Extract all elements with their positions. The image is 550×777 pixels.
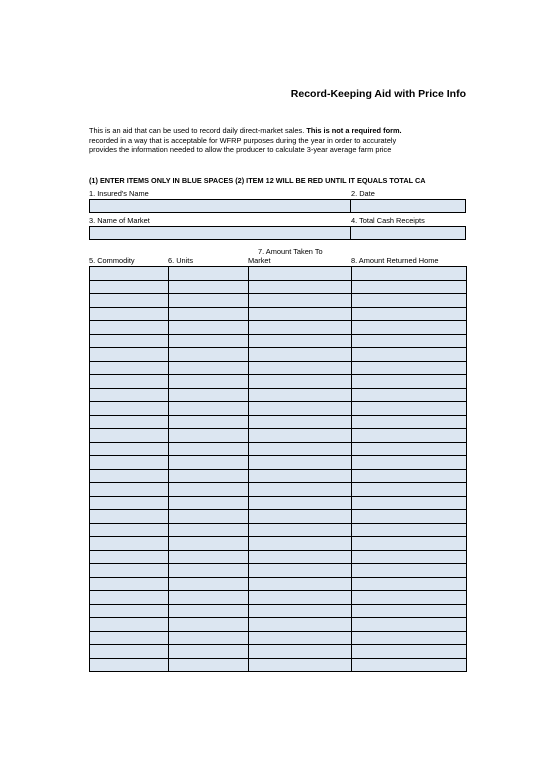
amount-returned-cell[interactable] bbox=[352, 321, 467, 335]
amount-returned-cell[interactable] bbox=[352, 469, 467, 483]
commodity-cell[interactable] bbox=[90, 618, 169, 632]
units-cell[interactable] bbox=[169, 429, 249, 443]
page-title: Record-Keeping Aid with Price Info bbox=[290, 88, 466, 100]
commodity-cell[interactable] bbox=[90, 523, 169, 537]
date-label: 2. Date bbox=[351, 189, 375, 198]
table-row bbox=[90, 280, 467, 294]
amount-returned-cell[interactable] bbox=[352, 388, 467, 402]
amount-taken-cell[interactable] bbox=[249, 469, 352, 483]
units-cell[interactable] bbox=[169, 361, 249, 375]
amount-taken-cell[interactable] bbox=[249, 429, 352, 443]
commodity-cell[interactable] bbox=[90, 402, 169, 416]
instructions-banner: (1) ENTER ITEMS ONLY IN BLUE SPACES (2) ITEM 12 WILL BE RED UNTIL IT EQUALS TOTAL CA bbox=[89, 176, 426, 185]
amount-returned-cell[interactable] bbox=[352, 550, 467, 564]
amount-taken-cell[interactable] bbox=[249, 564, 352, 578]
units-cell[interactable] bbox=[169, 280, 249, 294]
commodity-cell[interactable] bbox=[90, 307, 169, 321]
column-header-amount-returned: 8. Amount Returned Home bbox=[351, 256, 439, 265]
intro-line-2: recorded in a way that is acceptable for WFRP purposes during the year in order to accurately bbox=[89, 135, 397, 145]
commodity-cell[interactable] bbox=[90, 388, 169, 402]
amount-returned-cell[interactable] bbox=[352, 280, 467, 294]
table-row bbox=[90, 442, 467, 456]
amount-returned-cell[interactable] bbox=[352, 564, 467, 578]
amount-returned-cell[interactable] bbox=[352, 591, 467, 605]
table-row bbox=[90, 510, 467, 524]
amount-returned-cell[interactable] bbox=[352, 618, 467, 632]
units-cell[interactable] bbox=[169, 618, 249, 632]
table-row bbox=[90, 469, 467, 483]
commodity-cell[interactable] bbox=[90, 348, 169, 362]
units-cell[interactable] bbox=[169, 645, 249, 659]
table-row bbox=[90, 361, 467, 375]
units-cell[interactable] bbox=[169, 267, 249, 281]
column-header-commodity: 5. Commodity bbox=[89, 256, 135, 265]
commodity-cell[interactable] bbox=[90, 375, 169, 389]
amount-taken-cell[interactable] bbox=[249, 348, 352, 362]
commodity-cell[interactable] bbox=[90, 415, 169, 429]
table-row bbox=[90, 321, 467, 335]
amount-taken-cell[interactable] bbox=[249, 510, 352, 524]
units-cell[interactable] bbox=[169, 577, 249, 591]
amount-returned-cell[interactable] bbox=[352, 334, 467, 348]
commodity-cell[interactable] bbox=[90, 361, 169, 375]
units-cell[interactable] bbox=[169, 604, 249, 618]
units-cell[interactable] bbox=[169, 496, 249, 510]
table-row bbox=[90, 429, 467, 443]
amount-taken-cell[interactable] bbox=[249, 402, 352, 416]
amount-returned-cell[interactable] bbox=[352, 267, 467, 281]
table-row bbox=[90, 618, 467, 632]
amount-taken-cell[interactable] bbox=[249, 361, 352, 375]
table-row bbox=[90, 294, 467, 308]
amount-returned-cell[interactable] bbox=[352, 604, 467, 618]
units-cell[interactable] bbox=[169, 402, 249, 416]
commodity-cell[interactable] bbox=[90, 280, 169, 294]
amount-taken-cell[interactable] bbox=[249, 631, 352, 645]
insured-name-field[interactable] bbox=[89, 199, 351, 213]
units-cell[interactable] bbox=[169, 591, 249, 605]
amount-taken-cell[interactable] bbox=[249, 307, 352, 321]
commodity-cell[interactable] bbox=[90, 658, 169, 672]
table-row bbox=[90, 348, 467, 362]
commodity-cell[interactable] bbox=[90, 483, 169, 497]
units-cell[interactable] bbox=[169, 442, 249, 456]
table-row bbox=[90, 375, 467, 389]
table-row bbox=[90, 267, 467, 281]
amount-returned-cell[interactable] bbox=[352, 402, 467, 416]
insured-name-label: 1. Insured's Name bbox=[89, 189, 149, 198]
units-cell[interactable] bbox=[169, 523, 249, 537]
column-header-units: 6. Units bbox=[168, 256, 194, 265]
amount-taken-cell[interactable] bbox=[249, 645, 352, 659]
amount-taken-cell[interactable] bbox=[249, 496, 352, 510]
amount-returned-cell[interactable] bbox=[352, 415, 467, 429]
amount-taken-cell[interactable] bbox=[249, 456, 352, 470]
table-row bbox=[90, 591, 467, 605]
units-cell[interactable] bbox=[169, 510, 249, 524]
amount-taken-cell[interactable] bbox=[249, 604, 352, 618]
amount-taken-cell[interactable] bbox=[249, 537, 352, 551]
amount-taken-cell[interactable] bbox=[249, 415, 352, 429]
units-cell[interactable] bbox=[169, 469, 249, 483]
commodity-cell[interactable] bbox=[90, 267, 169, 281]
table-row bbox=[90, 415, 467, 429]
units-cell[interactable] bbox=[169, 294, 249, 308]
column-header-amount-taken bbox=[248, 247, 323, 265]
commodity-cell[interactable] bbox=[90, 550, 169, 564]
table-row bbox=[90, 388, 467, 402]
table-row bbox=[90, 307, 467, 321]
amount-taken-cell[interactable] bbox=[249, 577, 352, 591]
amount-returned-cell[interactable] bbox=[352, 496, 467, 510]
amount-returned-cell[interactable] bbox=[352, 631, 467, 645]
amount-taken-cell[interactable] bbox=[249, 658, 352, 672]
commodity-cell[interactable] bbox=[90, 321, 169, 335]
table-row bbox=[90, 658, 467, 672]
date-field[interactable] bbox=[350, 199, 466, 213]
amount-returned-cell[interactable] bbox=[352, 294, 467, 308]
commodity-cell[interactable] bbox=[90, 510, 169, 524]
intro-line-1-text: This is an aid that can be used to record daily direct-market sales. bbox=[89, 126, 307, 135]
units-cell[interactable] bbox=[169, 415, 249, 429]
amount-taken-line-1: 7. Amount Taken To bbox=[258, 247, 323, 256]
market-name-field[interactable] bbox=[89, 226, 351, 240]
units-cell[interactable] bbox=[169, 456, 249, 470]
commodity-cell[interactable] bbox=[90, 631, 169, 645]
amount-taken-cell[interactable] bbox=[249, 483, 352, 497]
commodity-cell[interactable] bbox=[90, 564, 169, 578]
units-cell[interactable] bbox=[169, 334, 249, 348]
intro-line-1 bbox=[89, 126, 466, 136]
units-cell[interactable] bbox=[169, 658, 249, 672]
amount-returned-cell[interactable] bbox=[352, 429, 467, 443]
market-name-label: 3. Name of Market bbox=[89, 216, 150, 225]
units-cell[interactable] bbox=[169, 564, 249, 578]
table-row bbox=[90, 334, 467, 348]
entry-grid-body bbox=[90, 267, 467, 672]
amount-returned-cell[interactable] bbox=[352, 523, 467, 537]
units-cell[interactable] bbox=[169, 388, 249, 402]
amount-returned-cell[interactable] bbox=[352, 645, 467, 659]
amount-returned-cell[interactable] bbox=[352, 361, 467, 375]
units-cell[interactable] bbox=[169, 483, 249, 497]
table-row bbox=[90, 496, 467, 510]
entry-grid bbox=[89, 266, 466, 672]
commodity-cell[interactable] bbox=[90, 537, 169, 551]
amount-taken-cell[interactable] bbox=[249, 280, 352, 294]
units-cell[interactable] bbox=[169, 537, 249, 551]
units-cell[interactable] bbox=[169, 321, 249, 335]
amount-taken-cell[interactable] bbox=[249, 442, 352, 456]
amount-taken-line-2: Market bbox=[248, 256, 271, 265]
units-cell[interactable] bbox=[169, 307, 249, 321]
commodity-cell[interactable] bbox=[90, 591, 169, 605]
commodity-cell[interactable] bbox=[90, 442, 169, 456]
commodity-cell[interactable] bbox=[90, 469, 169, 483]
commodity-cell[interactable] bbox=[90, 456, 169, 470]
commodity-cell[interactable] bbox=[90, 429, 169, 443]
amount-taken-cell[interactable] bbox=[249, 550, 352, 564]
table-row bbox=[90, 402, 467, 416]
amount-taken-cell[interactable] bbox=[249, 375, 352, 389]
commodity-cell[interactable] bbox=[90, 577, 169, 591]
table-row bbox=[90, 604, 467, 618]
amount-taken-cell[interactable] bbox=[249, 267, 352, 281]
units-cell[interactable] bbox=[169, 375, 249, 389]
total-cash-receipts-label: 4. Total Cash Receipts bbox=[351, 216, 425, 225]
amount-returned-cell[interactable] bbox=[352, 658, 467, 672]
table-row bbox=[90, 550, 467, 564]
intro-text bbox=[89, 126, 466, 155]
amount-taken-cell[interactable] bbox=[249, 321, 352, 335]
table-row bbox=[90, 537, 467, 551]
units-cell[interactable] bbox=[169, 550, 249, 564]
table-row bbox=[90, 564, 467, 578]
table-row bbox=[90, 523, 467, 537]
amount-returned-cell[interactable] bbox=[352, 483, 467, 497]
amount-taken-cell[interactable] bbox=[249, 388, 352, 402]
commodity-cell[interactable] bbox=[90, 645, 169, 659]
amount-returned-cell[interactable] bbox=[352, 537, 467, 551]
amount-taken-cell[interactable] bbox=[249, 618, 352, 632]
commodity-cell[interactable] bbox=[90, 294, 169, 308]
intro-not-required-note: This is not a required form. bbox=[306, 126, 402, 135]
table-row bbox=[90, 577, 467, 591]
units-cell[interactable] bbox=[169, 631, 249, 645]
table-row bbox=[90, 631, 467, 645]
commodity-cell[interactable] bbox=[90, 604, 169, 618]
commodity-cell[interactable] bbox=[90, 496, 169, 510]
table-row bbox=[90, 483, 467, 497]
amount-taken-cell[interactable] bbox=[249, 334, 352, 348]
amount-returned-cell[interactable] bbox=[352, 307, 467, 321]
intro-line-3: provides the information needed to allow the producer to calculate 3-year average farm price bbox=[89, 145, 392, 155]
amount-returned-cell[interactable] bbox=[352, 456, 467, 470]
amount-returned-cell[interactable] bbox=[352, 510, 467, 524]
table-row bbox=[90, 645, 467, 659]
units-cell[interactable] bbox=[169, 348, 249, 362]
amount-returned-cell[interactable] bbox=[352, 442, 467, 456]
amount-taken-cell[interactable] bbox=[249, 591, 352, 605]
amount-returned-cell[interactable] bbox=[352, 577, 467, 591]
table-row bbox=[90, 456, 467, 470]
commodity-cell[interactable] bbox=[90, 334, 169, 348]
amount-returned-cell[interactable] bbox=[352, 348, 467, 362]
amount-taken-cell[interactable] bbox=[249, 294, 352, 308]
amount-returned-cell[interactable] bbox=[352, 375, 467, 389]
total-cash-receipts-field[interactable] bbox=[350, 226, 466, 240]
amount-taken-cell[interactable] bbox=[249, 523, 352, 537]
